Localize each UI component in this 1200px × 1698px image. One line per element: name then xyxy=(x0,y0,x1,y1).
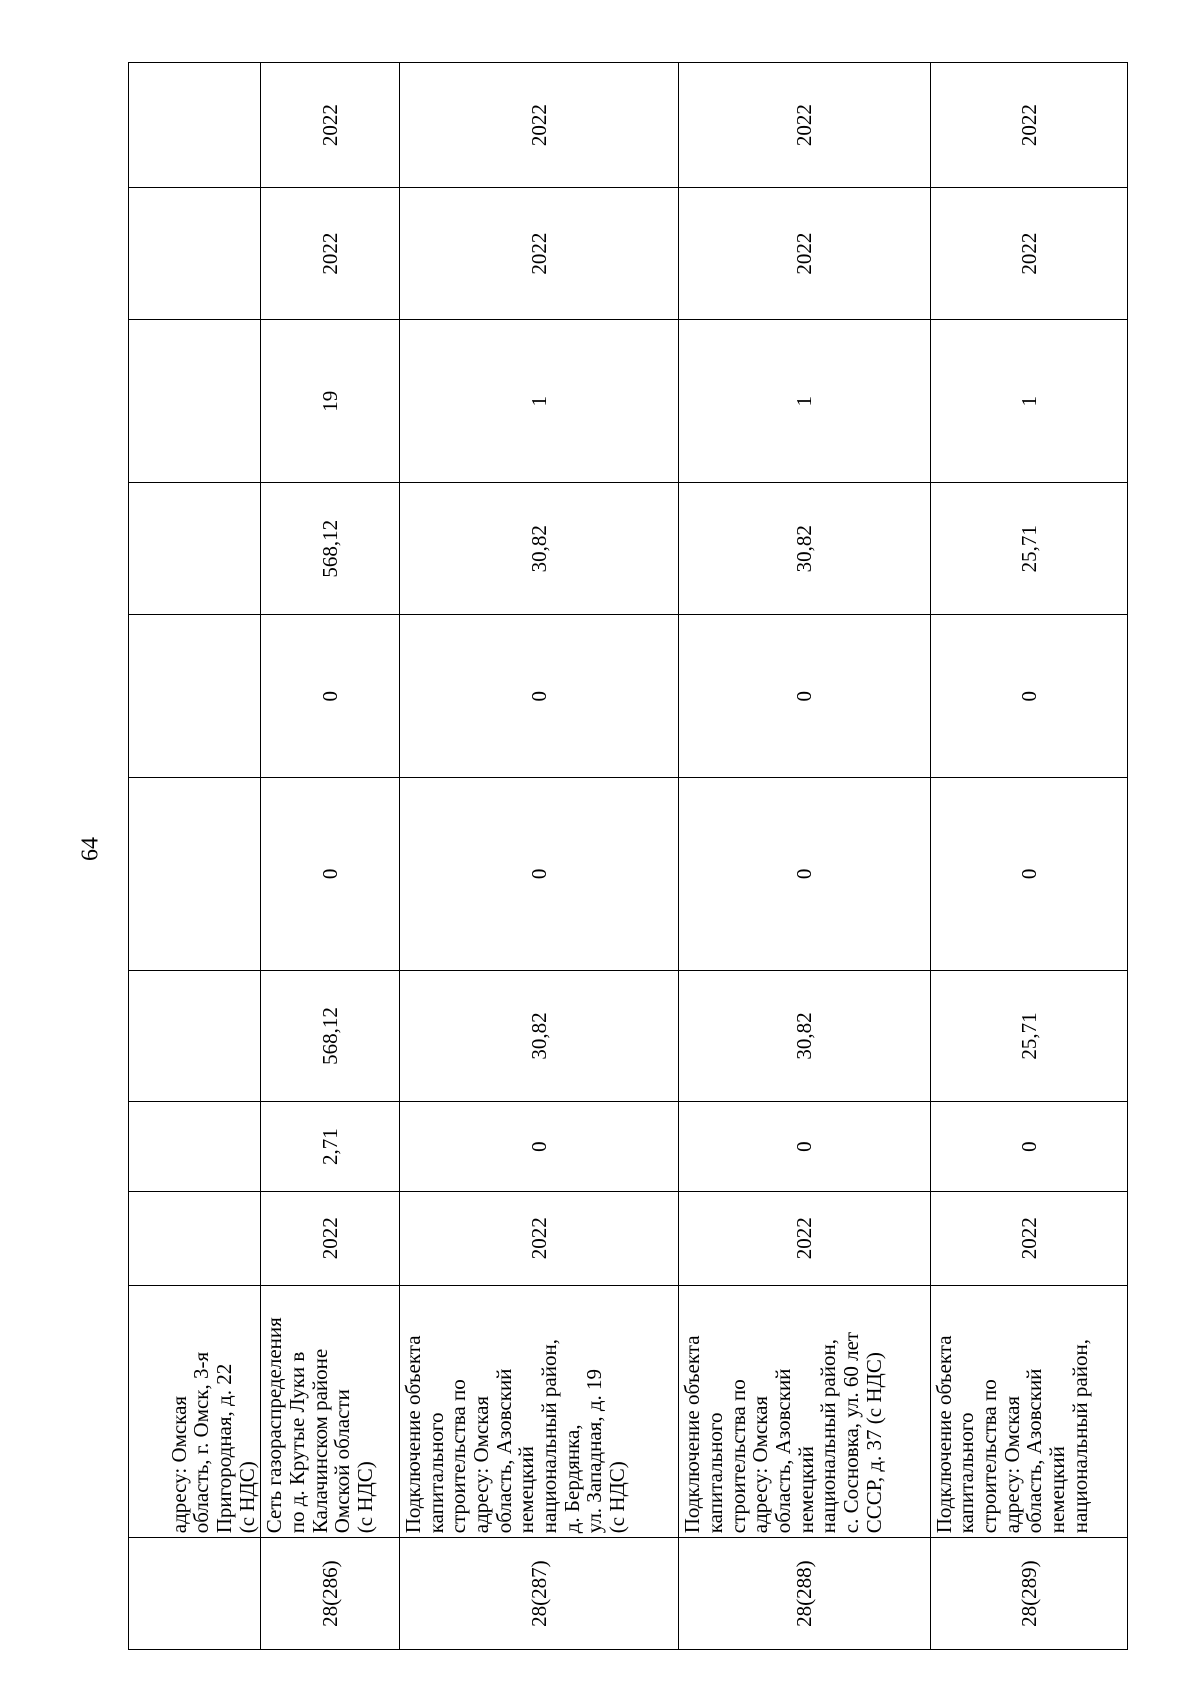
row-number-cell: 28(287) xyxy=(399,1538,679,1650)
description-line: капитального xyxy=(703,1412,728,1534)
value-cell: 2022 xyxy=(930,1191,1127,1285)
value-cell: 0 xyxy=(679,615,930,778)
value-cell xyxy=(129,1191,261,1285)
value-cell: 2022 xyxy=(261,188,400,320)
description-line: Омской области xyxy=(330,1389,355,1534)
value-cell: 0 xyxy=(261,778,400,970)
value-cell: 2022 xyxy=(679,63,930,188)
table-body xyxy=(129,63,1128,1650)
page-number: 64 xyxy=(77,837,104,861)
description-line: национальный район, xyxy=(816,1339,841,1534)
value-cell: 2,71 xyxy=(261,1102,400,1191)
table-row xyxy=(399,63,679,1650)
object-description-cell xyxy=(129,1285,261,1538)
value-cell: 1 xyxy=(399,320,679,483)
description-line: адресу: Омская xyxy=(166,1395,191,1534)
value-cell: 0 xyxy=(261,615,400,778)
data-table xyxy=(128,62,1128,1650)
value-cell: 1 xyxy=(679,320,930,483)
value-cell: 568,12 xyxy=(261,970,400,1102)
value-cell xyxy=(129,778,261,970)
description-line: д. Бердянка, xyxy=(559,1424,584,1534)
value-cell: 0 xyxy=(399,615,679,778)
value-cell xyxy=(129,615,261,778)
value-cell xyxy=(129,188,261,320)
value-cell: 25,71 xyxy=(930,970,1127,1102)
value-cell xyxy=(129,483,261,615)
description-line: Пригородная, д. 22 xyxy=(211,1363,236,1534)
description-line: ул. Западная, д. 19 xyxy=(582,1368,607,1534)
value-cell: 0 xyxy=(930,778,1127,970)
table-row xyxy=(261,63,400,1650)
description-line: немецкий xyxy=(793,1446,818,1534)
description-line: Сеть газораспределения xyxy=(262,1317,287,1534)
description-line: Подключение объекта xyxy=(400,1335,425,1534)
description-line: область, Азовский xyxy=(491,1368,516,1534)
value-cell: 2022 xyxy=(679,188,930,320)
description-line: (с НДС) xyxy=(604,1461,629,1534)
value-cell xyxy=(129,320,261,483)
value-cell: 0 xyxy=(930,1102,1127,1191)
value-cell: 19 xyxy=(261,320,400,483)
value-cell: 2022 xyxy=(261,63,400,188)
value-cell: 2022 xyxy=(399,1191,679,1285)
description-line: Калачинском районе xyxy=(307,1348,332,1534)
table-wrapper xyxy=(128,62,1128,1650)
table-row xyxy=(679,63,930,1650)
value-cell: 568,12 xyxy=(261,483,400,615)
value-cell: 2022 xyxy=(679,1191,930,1285)
value-cell xyxy=(129,63,261,188)
description-line: (с НДС) xyxy=(352,1461,377,1534)
value-cell xyxy=(129,970,261,1102)
value-cell: 2022 xyxy=(930,188,1127,320)
value-cell: 0 xyxy=(399,1102,679,1191)
description-line: национальный район, xyxy=(1067,1339,1092,1534)
value-cell: 30,82 xyxy=(679,970,930,1102)
description-line: капитального xyxy=(423,1412,448,1534)
description-line: область, Азовский xyxy=(1022,1368,1047,1534)
description-line: немецкий xyxy=(1045,1446,1070,1534)
object-description-cell xyxy=(679,1285,930,1538)
description-line: адресу: Омская xyxy=(468,1395,493,1534)
description-line: по д. Крутые Луки в xyxy=(284,1351,309,1534)
value-cell: 2022 xyxy=(399,63,679,188)
row-number-cell xyxy=(129,1538,261,1650)
description-line: строительства по xyxy=(446,1379,471,1534)
description-line: национальный район, xyxy=(536,1339,561,1534)
table-row xyxy=(930,63,1127,1650)
value-cell: 30,82 xyxy=(399,483,679,615)
description-line: строительства по xyxy=(725,1379,750,1534)
description-line: адресу: Омская xyxy=(748,1395,773,1534)
value-cell: 2022 xyxy=(261,1191,400,1285)
description-line: с. Сосновка, ул. 60 лет xyxy=(839,1331,864,1534)
object-description-cell xyxy=(399,1285,679,1538)
object-description-cell xyxy=(261,1285,400,1538)
value-cell: 0 xyxy=(930,615,1127,778)
row-number-cell: 28(289) xyxy=(930,1538,1127,1650)
description-line: Подключение объекта xyxy=(931,1335,956,1534)
value-cell: 0 xyxy=(679,1102,930,1191)
description-line: строительства по xyxy=(977,1379,1002,1534)
description-line: адресу: Омская xyxy=(999,1395,1024,1534)
description-line: СССР, д. 37 (с НДС) xyxy=(861,1352,886,1534)
value-cell: 25,71 xyxy=(930,483,1127,615)
description-line: Подключение объекта xyxy=(680,1335,705,1534)
row-number-cell: 28(288) xyxy=(679,1538,930,1650)
description-line: (с НДС) xyxy=(234,1461,259,1534)
description-line: область, Азовский xyxy=(771,1368,796,1534)
description-line: капитального xyxy=(954,1412,979,1534)
row-number-cell: 28(286) xyxy=(261,1538,400,1650)
object-description-cell xyxy=(930,1285,1127,1538)
value-cell: 2022 xyxy=(930,63,1127,188)
value-cell: 30,82 xyxy=(399,970,679,1102)
value-cell: 0 xyxy=(679,778,930,970)
value-cell xyxy=(129,1102,261,1191)
value-cell: 30,82 xyxy=(679,483,930,615)
value-cell: 1 xyxy=(930,320,1127,483)
value-cell: 2022 xyxy=(399,188,679,320)
description-line: область, г. Омск, 3-я xyxy=(189,1351,214,1534)
table-row xyxy=(129,63,261,1650)
description-line: немецкий xyxy=(514,1446,539,1534)
value-cell: 0 xyxy=(399,778,679,970)
